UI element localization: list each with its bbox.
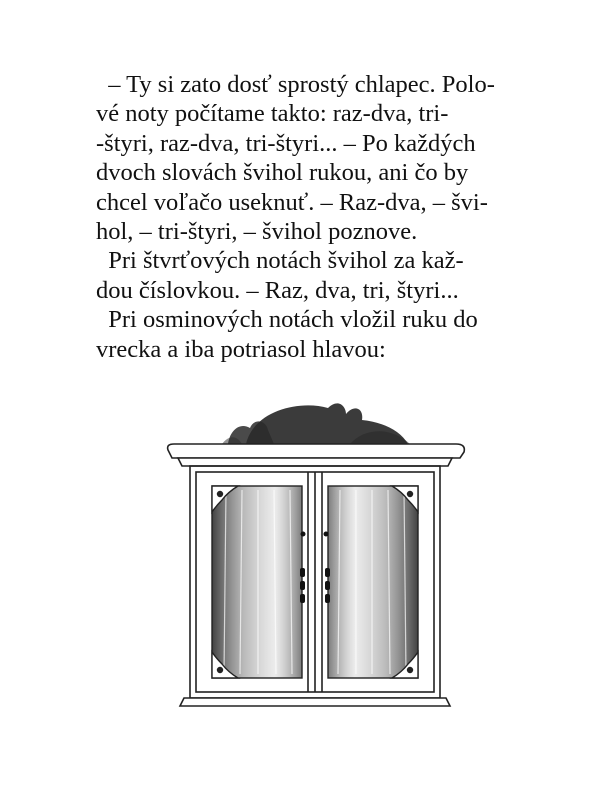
text-line: – Ty si zato dosť sprostý chlapec. Polo- <box>96 71 495 98</box>
text-line: dvoch slovách švihol rukou, ani čo by <box>96 159 469 187</box>
text-line: hol, – tri-štyri, – švihol poznove. <box>96 217 418 245</box>
text-line: -štyri, raz-dva, tri-štyri... – Po každých <box>96 129 476 157</box>
cat-silhouette-icon <box>222 403 410 444</box>
text-line: vrecka a iba potriasol hlavou: <box>96 335 386 363</box>
left-pane <box>212 486 302 678</box>
text-line: dou číslovkou. – Raz, dva, tri, štyri... <box>96 276 459 304</box>
window-ledge <box>168 444 465 466</box>
text-line: Pri štvrťových notách švihol za kaž- <box>96 247 464 275</box>
text-line: vé noty počítame takto: raz-dva, tri- <box>96 100 449 128</box>
right-pane <box>328 486 418 678</box>
window-sill <box>180 698 450 706</box>
text-line: chcel voľačo useknuť. – Raz-dva, – švi- <box>96 188 488 216</box>
body-text <box>96 70 556 364</box>
text-line: Pri osminových notách vložil ruku do <box>96 306 478 334</box>
window-with-cat-icon <box>150 400 480 720</box>
